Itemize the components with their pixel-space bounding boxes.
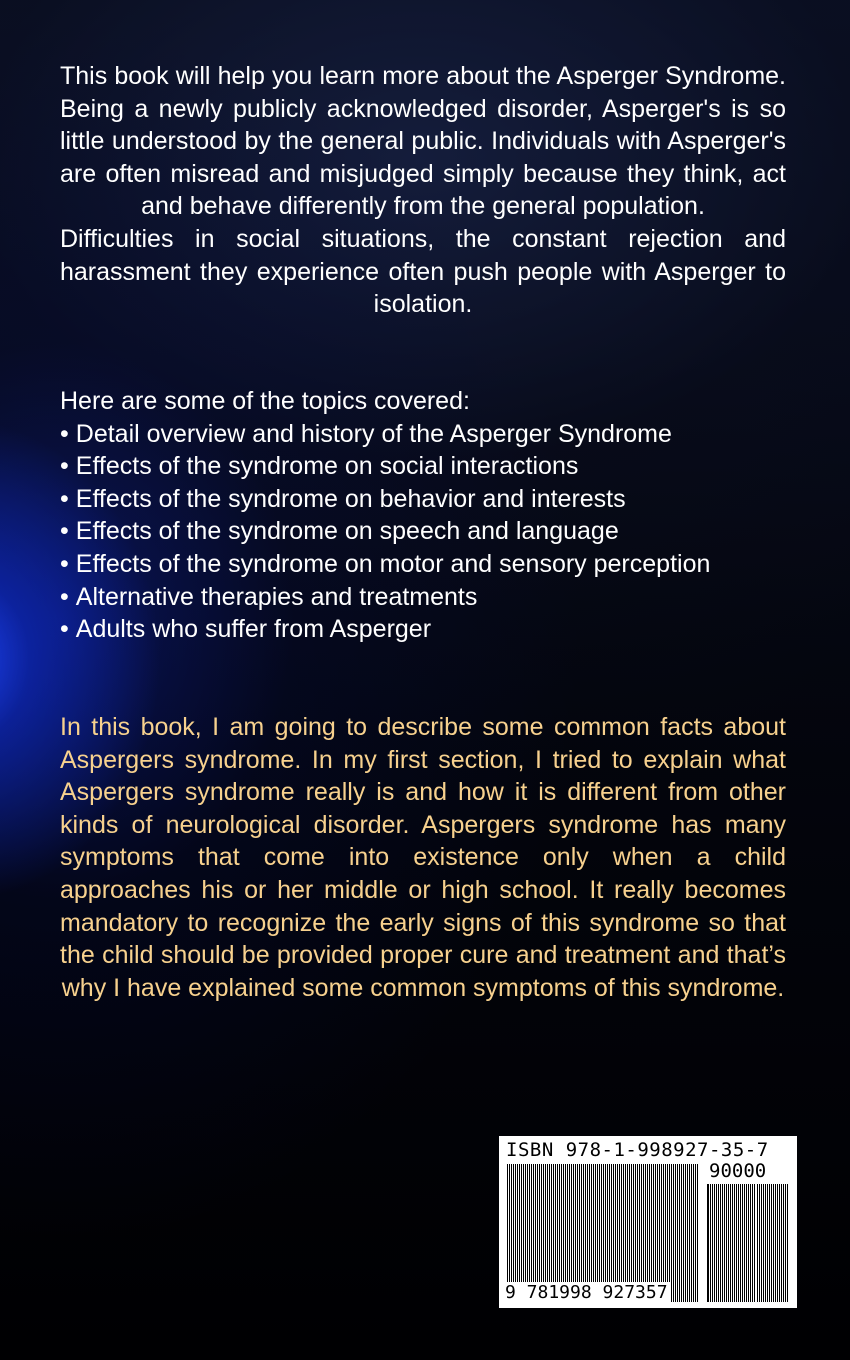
barcode-bar [759,1184,760,1302]
barcode-bar [771,1184,772,1302]
topic-item [60,515,786,548]
topic-item [60,450,786,483]
barcode-bar [748,1184,749,1302]
barcode-bar [767,1184,768,1302]
isbn-barcode [499,1136,797,1308]
barcode-bar [687,1164,688,1302]
barcode-bar [773,1184,774,1302]
barcode-bar [757,1184,758,1302]
barcode-bar [736,1184,737,1302]
topics-heading: Here are some of the topics covered: [60,387,470,415]
barcode-bar [695,1164,696,1302]
barcode-bar [787,1184,788,1302]
topic-item [60,613,786,646]
barcode-bar [740,1184,741,1302]
barcode-bar [763,1184,764,1302]
bullet-icon: • [60,615,69,644]
barcode-bar [677,1164,678,1302]
barcode-bar [746,1184,747,1302]
barcode-bar [738,1184,739,1302]
barcode-bar [720,1184,721,1302]
barcode-bar [685,1164,686,1302]
barcode-bar [742,1184,743,1302]
bullet-icon: • [60,582,69,611]
barcode-bar [722,1184,723,1302]
intro-paragraph-1: This book will help you learn more about the Asperger Syndrome. Being a newly publicly acknowledged disorder, Asperger's is so little understood by the general public. Individuals with Asperger's are often misread and misjudged simply because they think, act and behave differently from the general population. [60,62,786,221]
topic-item-text: Effects of the syndrome on motor and sensory perception [75,549,711,578]
barcode-bar [691,1164,692,1302]
topic-item-text: Effects of the syndrome on speech and language [75,517,619,546]
bullet-icon: • [60,549,69,578]
topics-list [60,418,786,646]
bullet-icon: • [60,517,69,546]
barcode-bar [689,1164,690,1302]
barcode-bar [728,1184,729,1302]
barcode-bar [783,1184,784,1302]
barcode-bar [673,1164,674,1302]
topic-item-text: Detail overview and history of the Asperger Syndrome [75,419,672,448]
barcode-bar [777,1184,778,1302]
topic-item-text: Effects of the syndrome on behavior and interests [75,484,626,513]
bullet-icon: • [60,452,69,481]
topic-item-text: Adults who suffer from Asperger [75,615,432,644]
barcode-bar [716,1184,717,1302]
barcode-bar [697,1164,698,1302]
intro-paragraph-2: Difficulties in social situations, the constant rejection and harassment they experience often push people with Asperger to isolation. [60,224,786,319]
intro-section [60,60,786,321]
barcode-bar [724,1184,725,1302]
barcode-bar [754,1184,755,1302]
price-code: 90000 [709,1160,767,1182]
topic-item [60,483,786,516]
barcode-bar [750,1184,751,1302]
barcode-bar [775,1184,776,1302]
summary-paragraph: In this book, I am going to describe some common facts about Aspergers syndrome. In my first section, I tried to explain what Aspergers syndrome really is and how it is different from other kinds of neurological disorder. Aspergers syndrome has many symptoms that come into existence only when a child approaches his or her middle or high school. It really becomes mandatory to recognize the early signs of this syndrome so that the child should be provided proper cure and treatment and that’s why I have explained some common symptoms of this syndrome. [60,713,786,1002]
barcode-bar [683,1164,684,1302]
barcode-bar [785,1184,786,1302]
barcode-bar [712,1184,713,1302]
barcode-bar [707,1184,709,1302]
barcode-bar [744,1184,745,1302]
barcode-bar [675,1164,676,1302]
barcode-bar [732,1184,733,1302]
barcode-bar [693,1164,694,1302]
addon-bar-group [707,1184,788,1302]
isbn-label: ISBN 978-1-998927-35-7 [506,1139,769,1161]
barcode-bar [710,1184,711,1302]
barcode-bar [765,1184,766,1302]
topics-section [60,385,786,646]
barcode-bar [730,1184,731,1302]
topic-item [60,581,786,614]
barcode-bar [714,1184,715,1302]
barcode-bar [761,1184,762,1302]
bullet-icon: • [60,419,69,448]
ean-digits: 9 781998 927357 [505,1282,668,1303]
barcode-bar [734,1184,735,1302]
barcode-bar [769,1184,770,1302]
topic-item-text: Alternative therapies and treatments [75,582,478,611]
topic-item [60,548,786,581]
barcode-bar [781,1184,782,1302]
bullet-icon: • [60,484,69,513]
barcode-bar [671,1164,672,1302]
barcode-bar [752,1184,753,1302]
topic-item-text: Effects of the syndrome on social interactions [75,452,579,481]
barcode-bar [718,1184,719,1302]
barcode-bar [726,1184,727,1302]
barcode-bar [681,1164,682,1302]
barcode-bar [779,1184,780,1302]
topic-item [60,418,786,451]
barcode-bar [679,1164,680,1302]
